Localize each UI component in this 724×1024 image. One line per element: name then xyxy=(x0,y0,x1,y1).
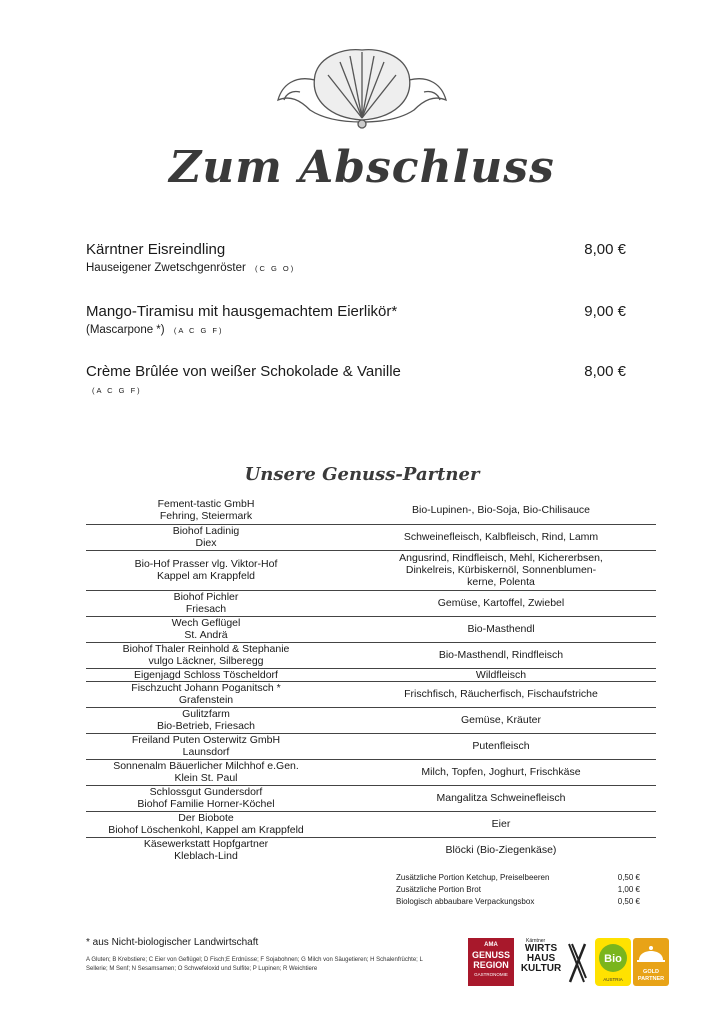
partner-products: Bio-Lupinen-, Bio-Soja, Bio-Chilisauce xyxy=(326,496,656,524)
footnote: * aus Nicht-biologischer Landwirtschaft xyxy=(86,937,259,948)
extras-price: 0,50 € xyxy=(617,897,640,906)
bio-logo-text: Bio xyxy=(604,953,622,965)
item-description xyxy=(86,322,626,339)
ama-logo-sub: GASTRONOMIE xyxy=(474,972,508,977)
partner-row xyxy=(86,496,656,524)
menu-item xyxy=(86,303,626,339)
partner-name: Gulitzfarm Bio-Betrieb, Friesach xyxy=(86,707,326,733)
partner-row xyxy=(86,837,656,863)
ama-logo-main: GENUSS REGION xyxy=(471,950,510,970)
partners-heading: Unsere Genuss-Partner xyxy=(244,464,480,485)
partner-products: Mangalitza Schweinefleisch xyxy=(326,785,656,811)
wirts-logo-main: WIRTS HAUS KULTUR xyxy=(520,943,562,974)
partner-row xyxy=(86,616,656,642)
extras-price: 1,00 € xyxy=(617,885,640,894)
extras-row xyxy=(396,896,640,908)
partner-row xyxy=(86,524,656,550)
item-description xyxy=(86,382,626,399)
extras-list xyxy=(396,872,640,908)
shell-ornament-icon xyxy=(270,40,455,130)
partner-name: Biohof Pichler Friesach xyxy=(86,590,326,616)
item-description xyxy=(86,260,626,277)
partner-products: Gemüse, Kartoffel, Zwiebel xyxy=(326,590,656,616)
partner-name: Sonnenalm Bäuerlicher Milchhof e.Gen. Klein St. Paul xyxy=(86,759,326,785)
partner-row xyxy=(86,707,656,733)
partner-name: Freiland Puten Osterwitz GmbH Launsdorf xyxy=(86,733,326,759)
bio-logo-sub: AUSTRIA xyxy=(603,977,623,982)
page-title: Zum Abschluss xyxy=(169,142,555,193)
partner-row xyxy=(86,590,656,616)
extras-label: Biologisch abbaubare Verpackungsbox xyxy=(396,897,535,906)
extras-price: 0,50 € xyxy=(617,873,640,882)
partner-products: Blöcki (Bio-Ziegenkäse) xyxy=(445,844,557,857)
bio-austria-logo xyxy=(595,938,631,986)
partner-products: Schweinefleisch, Kalbfleisch, Rind, Lamm xyxy=(326,524,656,550)
item-name: Kärntner Eisreindling xyxy=(86,241,226,258)
wirts-logo-top: Kärntner xyxy=(526,938,546,944)
partner-products: Wildfleisch xyxy=(326,668,656,681)
partner-name: Eigenjagd Schloss Töscheldorf xyxy=(86,668,326,681)
partner-products: Frischfisch, Räucherfisch, Fischaufstriche xyxy=(326,681,656,707)
gold-partner-logo xyxy=(633,938,669,986)
partner-name: Schlossgut Gundersdorf Biohof Familie Horner-Köchel xyxy=(86,785,326,811)
partner-name: Bio-Hof Prasser vlg. Viktor-Hof Kappel am Krappfeld xyxy=(86,550,326,590)
partner-row xyxy=(86,785,656,811)
partners-table xyxy=(86,496,656,863)
partner-name: Der Biobote Biohof Löschenkohl, Kappel am Krappfeld xyxy=(86,811,326,837)
item-name: Crème Brûlée von weißer Schokolade & Vanille xyxy=(86,363,401,380)
partner-name: Käsewerkstatt Hopfgartner Kleblach-Lind xyxy=(143,838,269,863)
partner-products: Putenfleisch xyxy=(326,733,656,759)
partner-name: Fement-tastic GmbH Fehring, Steiermark xyxy=(86,496,326,524)
extras-row xyxy=(396,872,640,884)
extras-label: Zusätzliche Portion Ketchup, Preiselbeeren xyxy=(396,873,550,882)
menu-item xyxy=(86,241,626,277)
item-allergens: (C G O) xyxy=(255,264,296,273)
partner-row xyxy=(86,668,656,681)
partner-row xyxy=(86,681,656,707)
partner-name: Wech Geflügel St. Andrä xyxy=(86,616,326,642)
partner-name: Biohof Ladinig Diex xyxy=(86,524,326,550)
partner-products: Angusrind, Rindfleisch, Mehl, Kichererbsen, Dinkelreis, Kürbiskernöl, Sonnenblumen- kerne, Polenta xyxy=(326,550,656,590)
item-price: 8,00 € xyxy=(584,241,626,258)
partner-products: Gemüse, Kräuter xyxy=(326,707,656,733)
item-description-text: Hauseigener Zwetschgenröster xyxy=(86,262,246,274)
cloche-icon xyxy=(633,938,669,964)
partner-name: Biohof Thaler Reinhold & Stephanie vulgo Läckner, Silberegg xyxy=(86,642,326,668)
partner-row xyxy=(86,550,656,590)
wirtshaus-kultur-logo xyxy=(518,938,590,986)
gold-logo-text: GOLD PARTNER xyxy=(637,969,665,982)
fork-knife-icon xyxy=(566,942,588,984)
partner-row xyxy=(86,733,656,759)
item-allergens: (A C G F) xyxy=(92,386,142,395)
partner-name: Fischzucht Johann Poganitsch * Grafenstein xyxy=(86,681,326,707)
partner-products: Bio-Masthendl xyxy=(326,616,656,642)
extras-label: Zusätzliche Portion Brot xyxy=(396,885,481,894)
partner-row xyxy=(86,642,656,668)
allergen-legend: A Gluten; B Krebstiere; C Eier von Geflügel; D Fisch;E Erdnüsse; F Sojabohnen; G Milch von Säugetieren; H Schalenfrüchte; L Sellerie; M Senf; N Sesamsamen; O Schwefeloxid und Sulfite; P Lupinen; R Weichtiere xyxy=(86,957,423,972)
item-price: 8,00 € xyxy=(584,363,626,380)
ama-genuss-region-logo xyxy=(468,938,514,986)
ama-logo-top: AMA xyxy=(484,942,498,948)
extras-row xyxy=(396,884,640,896)
partner-row xyxy=(86,759,656,785)
item-allergens: (A C G F) xyxy=(173,326,224,335)
item-price: 9,00 € xyxy=(584,303,626,320)
partner-products: Bio-Masthendl, Rindfleisch xyxy=(326,642,656,668)
item-name: Mango-Tiramisu mit hausgemachtem Eierlikör* xyxy=(86,303,398,320)
partner-products: Milch, Topfen, Joghurt, Frischkäse xyxy=(326,759,656,785)
item-description-text: (Mascarpone *) xyxy=(86,324,165,336)
partner-products: Eier xyxy=(326,811,656,837)
partner-row xyxy=(86,811,656,837)
menu-item xyxy=(86,363,626,399)
